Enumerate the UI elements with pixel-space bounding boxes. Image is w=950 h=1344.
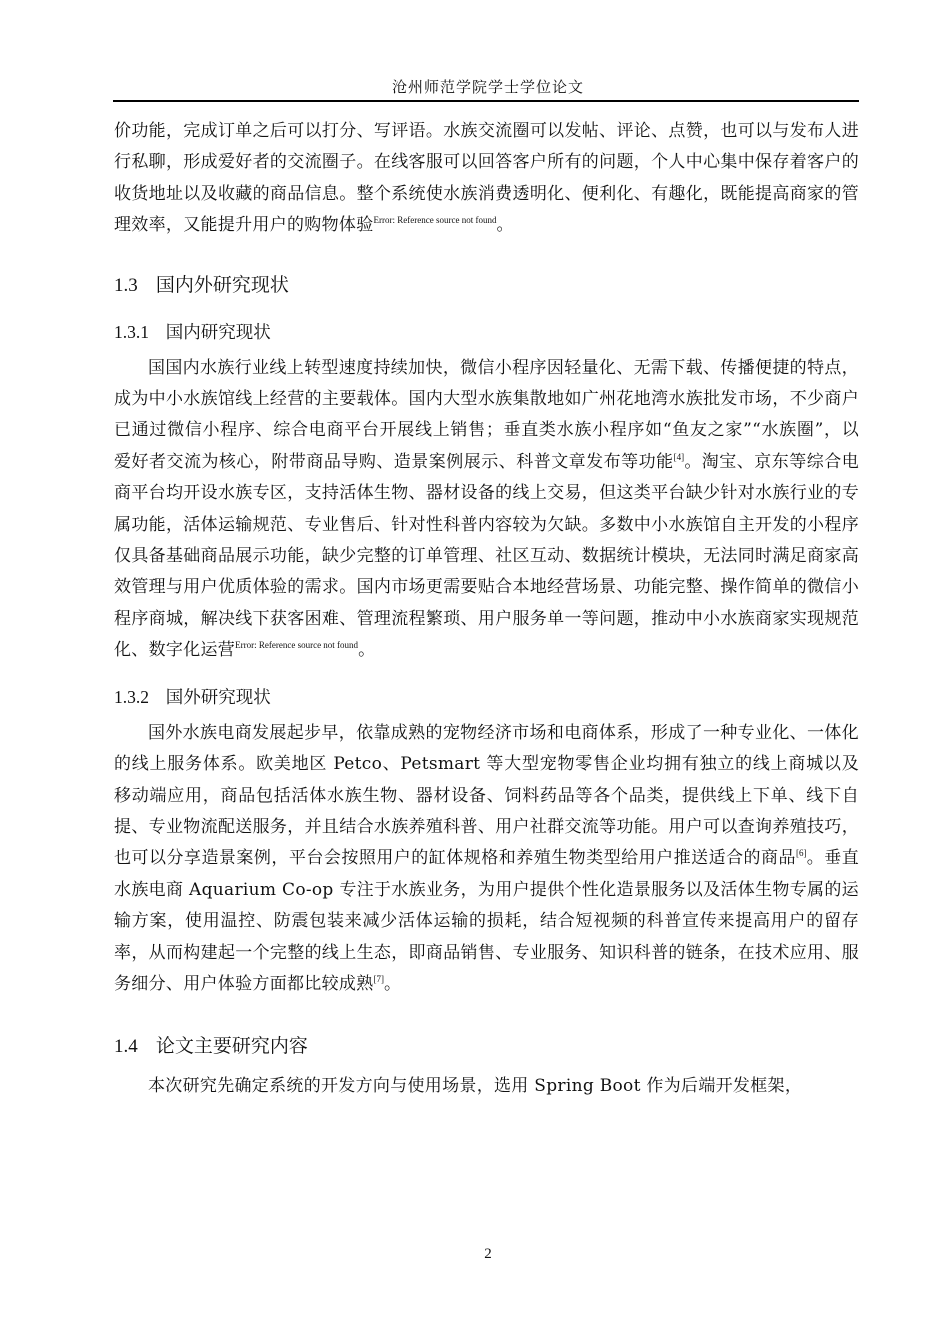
citation: [4] [673,451,685,462]
section-heading-1-3 [114,267,859,304]
foreign-research-paragraph [114,718,859,1001]
header-rule [113,100,859,102]
subsection-title: 国内研究现状 [165,322,271,343]
paragraph-text: 。垂直水族电商 Aquarium Co-op 专注于水族业务，为用户提供个性化造景服务以及活体生物专属的运输方案，使用温控、防震包装来减少活体运输的损耗，结合短视频的科普宣传来提高用户的留存率，从而构建起一个完整的线上生态，即商品销售、专业服务、知识科普的链条，在技术应用、服务细分、用户体验方面都比较成熟 [114,848,859,994]
subsection-number: 1.3.1 [114,321,149,342]
subsection-heading-1-3-2 [114,680,859,715]
page-number: 2 [484,1246,492,1262]
subsection-number: 1.3.2 [114,686,149,707]
paragraph-text: 。淘宝、京东等综合电商平台均开设水族专区，支持活体生物、器材设备的线上交易，但这类平台缺少针对水族行业的专属功能，活体运输规范、专业售后、针对性科普内容较为欠缺。多数中小水族馆自主开发的小程序仅具备基础商品展示功能，缺少完整的订单管理、社区互动、数据统计模块，无法同时满足商家高效管理与用户优质体验的需求。国内市场更需要贴合本地经营场景、功能完整、操作简单的微信小程序商城，解决线下获客困难、管理流程繁琐、用户服务单一等问题，推动中小水族商家实现规范化、数字化运营 [114,451,860,661]
citation: [7] [373,973,384,984]
subsection-title: 国外研究现状 [165,687,271,708]
paragraph-text: 国国内水族行业线上转型速度持续加快，微信小程序因轻量化、无需下载、传播便捷的特点，成为中小水族馆线上经营的主要载体。国内大型水族集散地如广州花地湾水族批发市场，不少商户已通过微信小程序、综合电商平台开展线上销售；垂直类水族小程序如“鱼友之家”“水族圈”，以爱好者交流为核心，附带商品导购、造景案例展示、科普文章发布等功能 [114,357,859,472]
domestic-research-paragraph [114,353,859,667]
citation: [6] [796,848,807,859]
paragraph-tail: 。 [384,973,402,994]
research-content-paragraph [114,1071,859,1102]
section-title: 论文主要研究内容 [155,1035,308,1058]
intro-tail: 。 [496,215,514,236]
intro-text: 价功能，完成订单之后可以打分、写评语。水族交流圈可以发帖、评论、点赞，也可以与发布人进行私聊，形成爱好者的交流圈子。在线客服可以回答客户所有的问题，个人中心集中保存着客户的收货地址以及收藏的商品信息。整个系统使水族消费透明化、便利化、有趣化，既能提高商家的管理效率，又能提升用户的购物体验 [114,121,859,236]
section-number: 1.4 [114,1036,138,1058]
section-heading-1-4 [114,1028,859,1065]
subsection-heading-1-3-1 [114,315,859,350]
header-title: 沧州师范学院学士学位论文 [391,78,584,96]
intro-paragraph [114,116,859,242]
reference-marker: Error: Reference source not found [235,640,359,651]
page-body [114,116,859,1103]
paragraph-text: 国外水族电商发展起步早，依靠成熟的宠物经济市场和电商体系，形成了一种专业化、一体化的线上服务体系。欧美地区 Petco、Petsmart 等大型宠物零售企业均拥有独立的线上商城以及移动端应用，商品包括活体水族生物、器材设备、饲料药品等各个品类，提供线上下单、线下自提、专业物流配送服务，并且结合水族养殖科普、用户社群交流等功能。用户可以查询养殖技巧，也可以分享造景案例，平台会按照用户的缸体规格和养殖生物类型给用户推送适合的商品 [114,722,859,869]
reference-marker: Error: Reference source not found [373,215,497,226]
section-title: 国内外研究现状 [155,273,289,296]
paragraph-tail: 。 [358,640,376,661]
paragraph-text: 本次研究先确定系统的开发方向与使用场景，选用 Spring Boot 作为后端开发框架， [148,1076,803,1097]
section-number: 1.3 [114,274,138,296]
